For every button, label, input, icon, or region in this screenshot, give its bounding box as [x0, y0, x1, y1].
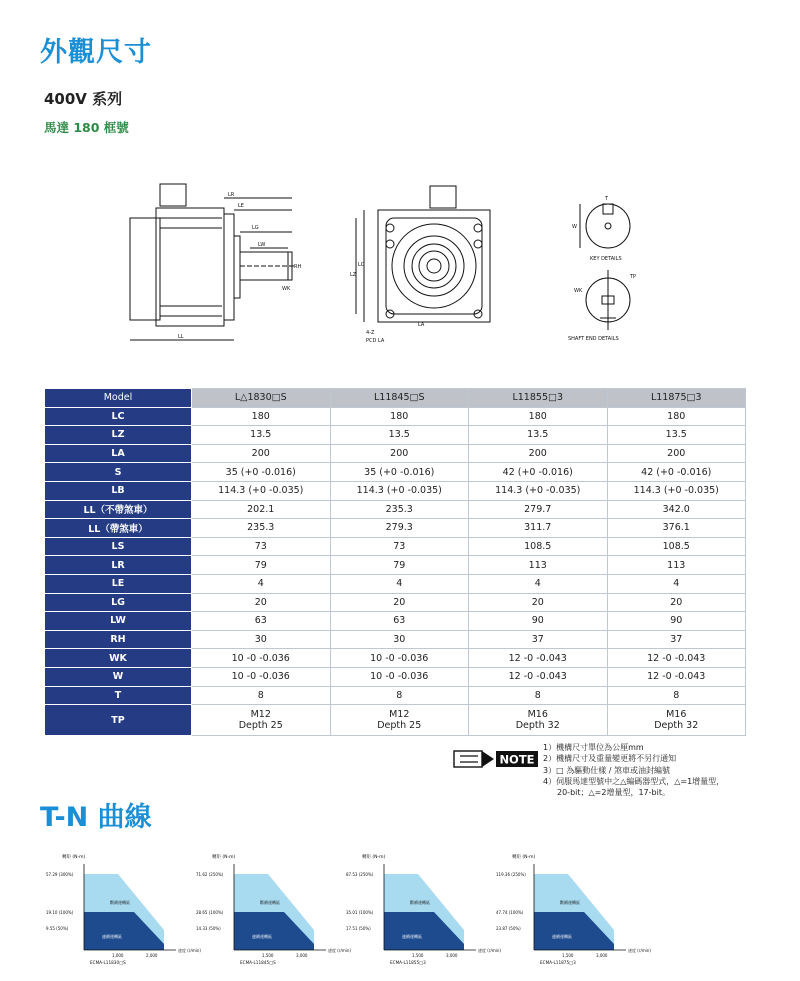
table-cell: 10 -0 -0.036	[192, 667, 331, 686]
table-cell: 42 (+0 -0.016)	[469, 463, 608, 482]
table-cell: 180	[192, 407, 331, 426]
row-label: LW	[45, 612, 192, 631]
table-cell: 180	[469, 407, 608, 426]
model-label: ECMA-L11875□3	[540, 960, 576, 965]
table-cell: M12 Depth 25	[330, 705, 469, 736]
x-tick-label: 3,000	[446, 953, 458, 958]
rh-label: RH	[294, 264, 302, 270]
table-cell: 13.5	[192, 426, 331, 445]
row-label: LG	[45, 593, 192, 612]
lw-label: LW	[258, 242, 266, 248]
table-cell: 108.5	[469, 537, 608, 556]
key-wk-label: WK	[574, 288, 583, 294]
row-label: WK	[45, 649, 192, 668]
torque-axis-label: 轉矩 (N-m)	[512, 855, 536, 860]
row-label: LL（帶煞車）	[45, 519, 192, 538]
speed-axis-label: 速度 (r/min)	[328, 948, 351, 953]
table-header-cell: L11855□3	[469, 389, 608, 408]
key-details-drawing	[580, 204, 630, 330]
table-cell: 114.3 (+0 -0.035)	[469, 481, 608, 500]
pcd-label: PCD LA	[366, 338, 385, 344]
table-cell: 63	[192, 612, 331, 631]
x-tick-label: 3,000	[596, 953, 608, 958]
table-cell: 20	[330, 593, 469, 612]
torque-axis-label: 轉矩 (N-m)	[362, 855, 386, 860]
note-item: 20-bit；△=2增量型，17-bit。	[557, 788, 670, 798]
table-row	[45, 556, 746, 575]
half-torque-label: 14.33 (50%)	[196, 926, 221, 931]
table-row	[45, 686, 746, 705]
table-cell: 35 (+0 -0.016)	[192, 463, 331, 482]
note-item: 4）伺服馬達型號中之△編碼器型式，△=1增量型，	[543, 776, 725, 786]
table-cell: 13.5	[469, 426, 608, 445]
table-cell: 12 -0 -0.043	[469, 649, 608, 668]
key-tp-label: TP	[630, 274, 637, 280]
table-cell: 35 (+0 -0.016)	[330, 463, 469, 482]
table-cell: 200	[192, 444, 331, 463]
tn-chart-1	[46, 853, 201, 965]
lr-label: LR	[228, 192, 235, 198]
dimension-table	[44, 388, 746, 736]
model-label: ECMA-L11830□S	[90, 960, 126, 965]
tn-charts	[0, 840, 800, 980]
table-cell: M16 Depth 32	[607, 705, 746, 736]
table-row	[45, 463, 746, 482]
table-cell: 10 -0 -0.036	[330, 667, 469, 686]
table-row	[45, 593, 746, 612]
intermittent-area-label: 斷續運轉區	[560, 900, 580, 905]
speed-axis-label: 速度 (r/min)	[178, 948, 201, 953]
note-badge	[452, 747, 542, 773]
rated-torque-label: 47.74 (100%)	[496, 910, 524, 915]
intermittent-area-label: 斷續運轉區	[110, 900, 130, 905]
table-cell: 63	[330, 612, 469, 631]
table-header-cell: L△1830□S	[192, 389, 331, 408]
row-label: TP	[45, 705, 192, 736]
continuous-area-label: 連續運轉區	[102, 934, 122, 939]
table-cell: 37	[607, 630, 746, 649]
note-label: NOTE	[499, 752, 535, 767]
model-label: ECMA-L11855□3	[390, 960, 426, 965]
table-cell: 42 (+0 -0.016)	[607, 463, 746, 482]
torque-axis-label: 轉矩 (N-m)	[62, 855, 86, 860]
table-cell: 20	[607, 593, 746, 612]
rated-torque-label: 19.10 (100%)	[46, 910, 74, 915]
x-tick-label: 3,000	[296, 953, 308, 958]
4z-label: 4-Z	[366, 330, 375, 336]
continuous-area-label: 連續運轉區	[552, 934, 572, 939]
x-tick-label: 2,000	[146, 953, 158, 958]
lc-label: LC	[358, 262, 365, 268]
table-cell: 114.3 (+0 -0.035)	[607, 481, 746, 500]
table-cell: 200	[330, 444, 469, 463]
table-cell: 13.5	[607, 426, 746, 445]
table-row	[45, 481, 746, 500]
le-label: LE	[238, 203, 244, 209]
peak-torque-label: 87.53 (250%)	[346, 872, 374, 877]
table-cell: 90	[469, 612, 608, 631]
frame-label: 馬達 180 框號	[44, 120, 129, 135]
table-cell: 202.1	[192, 500, 331, 519]
table-row	[45, 705, 746, 736]
x-tick-label: 1,500	[412, 953, 424, 958]
table-cell: 10 -0 -0.036	[192, 649, 331, 668]
table-cell: 4	[607, 574, 746, 593]
motor-front-view	[356, 186, 490, 322]
table-row	[45, 612, 746, 631]
table-cell: 113	[469, 556, 608, 575]
table-cell: 73	[330, 537, 469, 556]
table-cell: 12 -0 -0.043	[469, 667, 608, 686]
table-cell: 114.3 (+0 -0.035)	[330, 481, 469, 500]
torque-axis-label: 轉矩 (N-m)	[212, 855, 236, 860]
speed-axis-label: 速度 (r/min)	[628, 948, 651, 953]
shaft-end-details-label: SHAFT END DETAILS	[568, 336, 619, 342]
table-cell: 114.3 (+0 -0.035)	[192, 481, 331, 500]
rated-torque-label: 35.01 (100%)	[346, 910, 374, 915]
tn-curve-heading: T-N 曲線	[40, 802, 152, 833]
table-cell: 342.0	[607, 500, 746, 519]
table-cell: 8	[192, 686, 331, 705]
table-header-label: Model	[45, 389, 192, 408]
row-label: LS	[45, 537, 192, 556]
table-cell: M16 Depth 32	[469, 705, 608, 736]
table-cell: 30	[330, 630, 469, 649]
half-torque-label: 9.55 (50%)	[46, 926, 69, 931]
table-row	[45, 500, 746, 519]
tn-chart-2	[196, 853, 351, 965]
la-label: LA	[418, 322, 425, 328]
wk-label: WK	[282, 286, 291, 292]
key-w-label: W	[572, 224, 577, 230]
peak-torque-label: 57.29 (300%)	[46, 872, 74, 877]
key-details-label: KEY DETAILS	[590, 256, 622, 262]
row-label: LE	[45, 574, 192, 593]
table-cell: 180	[607, 407, 746, 426]
peak-torque-label: 119.36 (250%)	[496, 872, 526, 877]
note-item: 3）□ 為驅動仕樣 / 煞車或油封編號	[543, 765, 670, 775]
half-torque-label: 17.51 (50%)	[346, 926, 371, 931]
half-torque-label: 23.87 (50%)	[496, 926, 521, 931]
table-cell: 279.3	[330, 519, 469, 538]
tn-chart-3	[346, 853, 501, 965]
table-header-cell: L11845□S	[330, 389, 469, 408]
table-header-row	[45, 389, 746, 408]
table-cell: 200	[607, 444, 746, 463]
note-item: 1）機構尺寸單位為公厘mm	[543, 743, 644, 752]
table-cell: 376.1	[607, 519, 746, 538]
table-cell: 13.5	[330, 426, 469, 445]
rated-torque-label: 28.65 (100%)	[196, 910, 224, 915]
page-title: 外觀尺寸	[40, 37, 152, 68]
table-cell: 113	[607, 556, 746, 575]
x-tick-label: 1,500	[562, 953, 574, 958]
row-label: W	[45, 667, 192, 686]
table-cell: M12 Depth 25	[192, 705, 331, 736]
table-row	[45, 667, 746, 686]
table-row	[45, 537, 746, 556]
continuous-area-label: 連續運轉區	[252, 934, 272, 939]
table-cell: 180	[330, 407, 469, 426]
table-row	[45, 426, 746, 445]
intermittent-area-label: 斷續運轉區	[260, 900, 280, 905]
table-cell: 279.7	[469, 500, 608, 519]
note-item: 2）機構尺寸及重量變更將不另行通知	[543, 754, 677, 764]
table-cell: 8	[469, 686, 608, 705]
row-label: LZ	[45, 426, 192, 445]
row-label: LC	[45, 407, 192, 426]
intermittent-area-label: 斷續運轉區	[410, 900, 430, 905]
table-cell: 4	[330, 574, 469, 593]
note-pencil-tip-icon	[482, 751, 494, 767]
table-row	[45, 574, 746, 593]
lg-label: LG	[252, 225, 259, 231]
row-label: LL（不帶煞車）	[45, 500, 192, 519]
table-row	[45, 649, 746, 668]
lz-label: LZ	[350, 272, 357, 278]
table-cell: 8	[607, 686, 746, 705]
table-cell: 20	[469, 593, 608, 612]
table-cell: 12 -0 -0.043	[607, 649, 746, 668]
table-cell: 30	[192, 630, 331, 649]
continuous-area-label: 連續運轉區	[402, 934, 422, 939]
table-header-cell: L11875□3	[607, 389, 746, 408]
row-label: LB	[45, 481, 192, 500]
speed-axis-label: 速度 (r/min)	[478, 948, 501, 953]
x-tick-label: 1,000	[112, 953, 124, 958]
table-cell: 90	[607, 612, 746, 631]
note-pencil-icon	[454, 751, 482, 767]
dimension-drawings	[0, 0, 800, 380]
ll-label: LL	[178, 334, 184, 340]
tn-chart-4	[496, 853, 651, 965]
table-cell: 10 -0 -0.036	[330, 649, 469, 668]
row-label: LR	[45, 556, 192, 575]
table-cell: 73	[192, 537, 331, 556]
table-cell: 12 -0 -0.043	[607, 667, 746, 686]
row-label: S	[45, 463, 192, 482]
table-cell: 37	[469, 630, 608, 649]
table-cell: 235.3	[330, 500, 469, 519]
peak-torque-label: 71.62 (250%)	[196, 872, 224, 877]
table-cell: 20	[192, 593, 331, 612]
notes-list	[543, 742, 724, 798]
motor-side-view	[130, 184, 296, 340]
series-label: 400V 系列	[44, 90, 123, 108]
key-t-label: T	[605, 196, 609, 202]
model-label: ECMA-L11845□S	[240, 960, 276, 965]
table-cell: 4	[469, 574, 608, 593]
table-cell: 108.5	[607, 537, 746, 556]
row-label: T	[45, 686, 192, 705]
table-row	[45, 630, 746, 649]
table-row	[45, 407, 746, 426]
table-cell: 235.3	[192, 519, 331, 538]
x-tick-label: 1,500	[262, 953, 274, 958]
table-row	[45, 444, 746, 463]
row-label: RH	[45, 630, 192, 649]
table-cell: 8	[330, 686, 469, 705]
table-cell: 311.7	[469, 519, 608, 538]
table-cell: 200	[469, 444, 608, 463]
table-row	[45, 519, 746, 538]
row-label: LA	[45, 444, 192, 463]
table-cell: 4	[192, 574, 331, 593]
table-cell: 79	[192, 556, 331, 575]
table-cell: 79	[330, 556, 469, 575]
